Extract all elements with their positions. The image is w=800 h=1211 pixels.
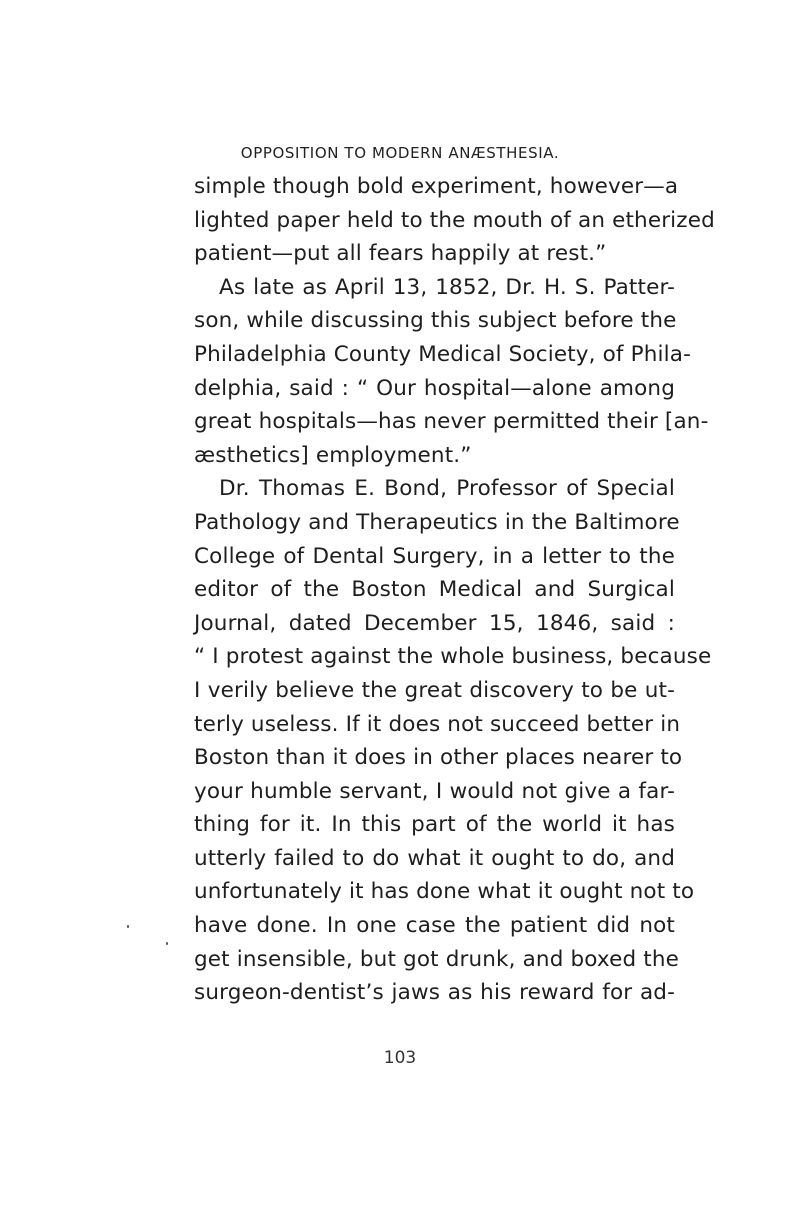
text-line: Journal, dated December 15, 1846, said : (194, 610, 675, 636)
text-line: get insensible, but got drunk, and boxed the (194, 946, 680, 972)
text-line: Pathology and Therapeutics in the Baltimore (194, 509, 680, 535)
ink-speck (127, 925, 129, 928)
text-line: great hospitals—has never permitted their [an- (194, 409, 709, 435)
text-line: son, while discussing this subject before the (194, 308, 677, 334)
text-line: Philadelphia County Medical Society, of Phila- (194, 341, 692, 367)
ink-speck (166, 942, 168, 945)
text-line: lighted paper held to the mouth of an etherized (194, 207, 715, 233)
text-line: unfortunately it has done what it ought not to (194, 879, 695, 905)
text-line: College of Dental Surgery, in a letter to the (194, 543, 675, 569)
text-line: As late as April 13, 1852, Dr. H. S. Patter- (219, 274, 675, 300)
text-line: terly useless. If it does not succeed better in (194, 711, 681, 737)
text-line: simple though bold experiment, however—a (194, 174, 679, 199)
text-line: surgeon-dentist’s jaws as his reward for ad- (194, 980, 675, 1006)
text-line: editor of the Boston Medical and Surgical (194, 577, 675, 603)
text-line: æsthetics] employment.” (194, 442, 472, 468)
text-line: thing for it. In this part of the world it has (194, 812, 675, 838)
page-number: 103 (383, 1048, 417, 1068)
text-line: utterly failed to do what it ought to do, and (194, 845, 675, 871)
text-line: Dr. Thomas E. Bond, Professor of Special (219, 476, 675, 502)
text-line: “ I protest against the whole business, because (194, 644, 712, 670)
text-line: delphia, said : “ Our hospital—alone among (194, 375, 675, 401)
running-head: OPPOSITION TO MODERN ANÆSTHESIA. (240, 144, 560, 162)
text-line: I verily believe the great discovery to be ut- (194, 677, 675, 703)
text-line: your humble servant, I would not give a far- (194, 778, 675, 804)
text-line: have done. In one case the patient did not (194, 913, 675, 939)
body-text (194, 170, 715, 1010)
text-line: Boston than it does in other places nearer to (194, 745, 683, 771)
text-line: patient—put all fears happily at rest.” (194, 241, 607, 267)
